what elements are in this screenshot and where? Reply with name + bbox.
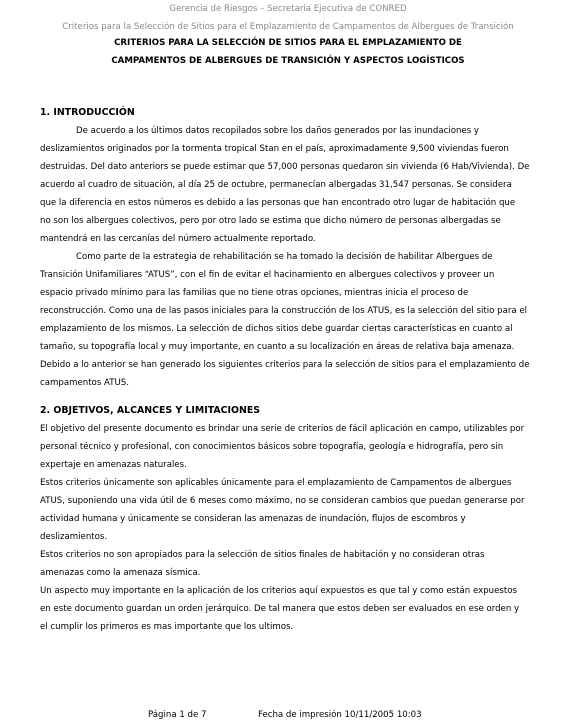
body-line: deslizamientos. (40, 532, 108, 542)
body-line: campamentos ATUS. (40, 378, 129, 388)
body-line: deslizamientos originados por la tormenta tropical Stan en el país, aproximadamente 9,500 viviendas fueron (40, 144, 509, 154)
body-line: no son los albergues colectivos, pero por otro lado se estima que dicho número de personas albergadas se (40, 216, 501, 226)
section-gap (40, 392, 540, 402)
header-document-subject: Criterios para la Selección de Sitios para el Emplazamiento de Campamentos de Albergues de Transición (62, 22, 514, 32)
body-line: emplazamiento de los mismos. La selección de dichos sitios debe guardar ciertas características en cuanto al (40, 324, 513, 334)
body-line: amenazas como la amenaza sísmica. (40, 568, 201, 578)
body-line: mantendrá en las cercanías del número actualmente reportado. (40, 234, 316, 244)
body-line: Debido a lo anterior se han generado los siguientes criterios para la selección de sitios para el emplazamiento de (40, 360, 530, 370)
document-body (40, 104, 540, 636)
body-line: expertaje en amenazas naturales. (40, 460, 187, 470)
body-line: personal técnico y profesional, con conocimientos básicos sobre topografía, geología e hidrografía, pero sin (40, 442, 504, 452)
page-footer (0, 709, 576, 721)
body-line: acuerdo al cuadro de situación, al día 25 de octubre, permanecían albergadas 31,547 personas. Se considera (40, 180, 512, 190)
body-line: que la diferencia en estos números es debido a las personas que han encontrado otro lugar de habitación que (40, 198, 516, 208)
body-line: en este documento guardan un orden jerárquico. De tal manera que estos deben ser evaluados en ese orden y (40, 604, 520, 614)
body-line: tamaño, su topografía local y muy importante, en cuanto a su localización en áreas de relativa baja amenaza. (40, 342, 515, 352)
body-line: actividad humana y únicamente se consideran las amenazas de inundación, flujos de escombros y (40, 514, 466, 524)
body-line: ATUS, suponiendo una vida útil de 6 meses como máximo, no se consideran cambios que puedan generarse por (40, 496, 525, 506)
body-line: destruidas. Del dato anteriors se puede estimar que 57,000 personas quedaron sin vivienda (6 Hab/Vivienda). De (40, 162, 530, 172)
section-heading-introduccion: 1. INTRODUCCIÓN (40, 107, 135, 118)
body-line: Estos criterios únicamente son aplicables únicamente para el emplazamiento de Campamentos de albergues (40, 478, 512, 488)
document-title (30, 34, 546, 70)
body-line: espacio privado mínimo para las familias que no tiene otras opciones, mientras inicia el proceso de (40, 288, 469, 298)
body-line: Estos criterios no son apropiados para la selección de sitios finales de habitación y no consideran otras (40, 550, 485, 560)
body-line: reconstrucción. Como una de las pasos iniciales para la construcción de los ATUS, es la selección del sitio para el (40, 306, 528, 316)
body-line: Un aspecto muy importante en la aplicación de los criterios aquí expuestos es que tal y como están expuestos (40, 586, 517, 596)
title-line-1: CRITERIOS PARA LA SELECCIÓN DE SITIOS PARA EL EMPLAZAMIENTO DE (114, 38, 462, 48)
body-line: el cumplir los primeros es mas importante que los ultimos. (40, 622, 294, 632)
section-heading-objetivos: 2. OBJETIVOS, ALCANCES Y LIMITACIONES (40, 405, 260, 416)
running-header (0, 0, 576, 36)
header-organization: Gerencia de Riesgos – Secretaria Ejecutiva de CONRED (169, 4, 407, 14)
print-date: Fecha de impresión 10/11/2005 10:03 (258, 710, 422, 720)
body-line: Como parte de la estrategia de rehabilitación se ha tomado la decisión de habilitar Albergues de (76, 252, 493, 262)
page-number: Página 1 de 7 (148, 710, 207, 720)
body-line: El objetivo del presente documento es brindar una serie de criterios de fácil aplicación en campo, utilizables por (40, 424, 525, 434)
body-line: De acuerdo a los últimos datos recopilados sobre los daños generados por las inundaciones y (76, 126, 479, 136)
body-line: Transición Unifamiliares “ATUS”, con el fin de evitar el hacinamiento en albergues colectivos y proveer un (40, 270, 495, 280)
title-line-2: CAMPAMENTOS DE ALBERGUES DE TRANSICIÓN Y ASPECTOS LOGÍSTICOS (111, 56, 465, 66)
